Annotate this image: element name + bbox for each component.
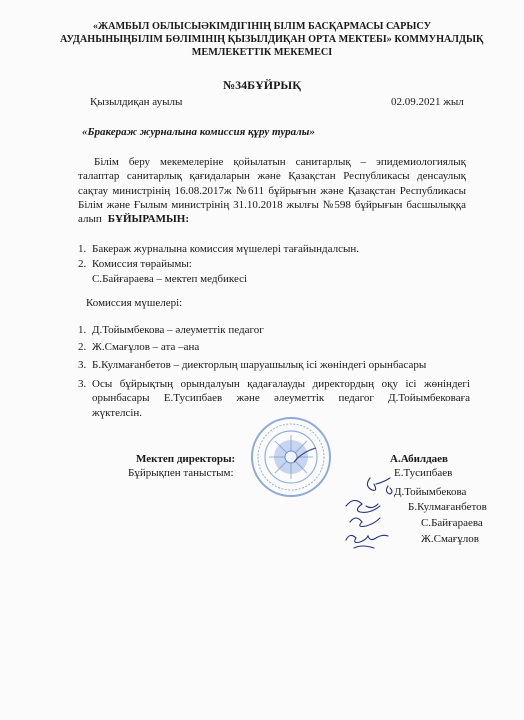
list-item-number: 1.: [78, 243, 87, 255]
handwritten-signatures-icon: [340, 476, 400, 556]
intro-line-1: Білім беру мекемелеріне қойылатын санитарлық – эпидемиологиялық: [94, 156, 466, 168]
order-date: 02.09.2021 жыл: [391, 96, 464, 108]
final-item-line-1: Осы бұйрықтың орындалуын қадағалауды директордың оқу ісі жөніндегі: [92, 378, 470, 390]
acquainted-name: Е.Тусипбаев: [394, 467, 453, 479]
list-item-text: Бакераж журналына комиссия мүшелері тағайындалсын.: [92, 243, 359, 255]
header-line-3: МЕМЛЕКЕТТІК МЕКЕМЕСІ: [191, 47, 333, 58]
final-item: [78, 377, 470, 420]
order-title: №34БҰЙРЫҚ: [223, 78, 301, 92]
acquainted-name: Б.Кулмағанбетов: [408, 501, 487, 513]
members-label: Комиссия мүшелері:: [86, 297, 183, 309]
official-seal-icon: [250, 416, 332, 498]
acquainted-name: С.Байғараева: [421, 517, 483, 529]
final-item-body: [92, 377, 470, 420]
member-item: [78, 323, 470, 338]
intro-line-5: [78, 212, 466, 226]
director-label: Мектеп директоры:: [136, 453, 236, 465]
member-text: Ж.Смағұлов – ата –ана: [92, 341, 200, 353]
header-line-2: АУДАНЫНЫҢБІЛІМ БӨЛІМІНІҢ ҚЫЗЫЛДИҚАН ОРТА МЕКТЕБІ» КОММУНАЛДЫҚ: [60, 34, 484, 45]
intro-line-2: талаптар санитарлық қағидаларын және Қазақстан Республикасы денсаулық: [78, 170, 466, 183]
institution-header: [60, 20, 484, 59]
acquainted-name: Д.Тойымбекова: [394, 486, 467, 498]
acquainted-name: Ж.Смағұлов: [421, 533, 479, 545]
member-number: 3.: [78, 359, 87, 371]
intro-line-5-text: алып: [78, 213, 102, 226]
acquainted-label: Бұйрықпен таныстым:: [128, 467, 234, 479]
final-item-line-3: жүктелсін.: [92, 406, 143, 419]
member-text: Д.Тойымбекова – әлеуметтік педагог: [92, 324, 264, 336]
list-item: [78, 242, 470, 257]
list-item-text: Комиссия төрайымы:: [92, 258, 192, 270]
intro-line-4: Білім және Ғылым министрінің 31.10.2018 жылғы №598 бұйрығын басшылыққа: [78, 198, 466, 211]
intro-paragraph: [78, 155, 466, 226]
director-name: А.Абилдаев: [390, 453, 448, 465]
list-item-number: 2.: [78, 258, 87, 270]
final-item-number: 3.: [78, 378, 87, 390]
member-item: [78, 358, 470, 373]
final-item-line-2: орынбасары Е.Тусипбаев және әлеуметтік педагог Д.Тойымбековаға: [92, 392, 470, 405]
member-number: 1.: [78, 324, 87, 336]
member-number: 2.: [78, 341, 87, 353]
list-item: [78, 257, 470, 272]
header-line-1: «ЖАМБЫЛ ОБЛЫСЫӘКІМДІГІНІҢ БІЛІМ БАСҚАРМАСЫ САРЫСУ: [92, 21, 432, 32]
intro-line-3: сақтау министрінің 16.08.2017ж №611 бұйрығын және Қазақстан Республикасы: [78, 184, 466, 197]
chair-name: С.Байғараева – мектеп медбикесі: [92, 273, 248, 285]
order-village: Қызылдиқан ауылы: [90, 96, 183, 108]
order-subject: «Бракераж журналына комиссия құру туралы»: [82, 126, 315, 138]
member-text: Б.Кулмағанбетов – диекторлың шаруашылық ісі жөніндегі орынбасары: [92, 359, 427, 371]
member-item: [78, 340, 470, 355]
order-word: БҰЙЫРАМЫН:: [107, 213, 189, 226]
